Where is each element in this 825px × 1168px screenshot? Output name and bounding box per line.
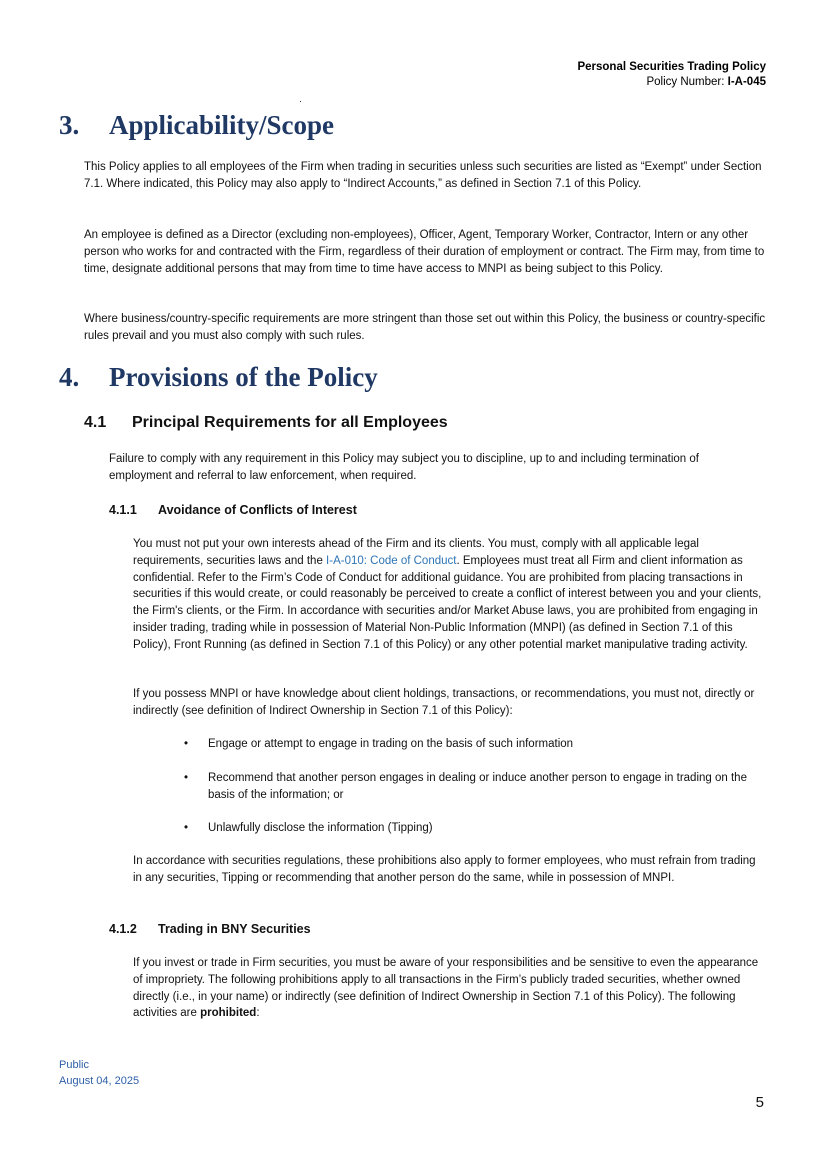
section-3-paragraph-1: This Policy applies to all employees of the Firm when trading in securities unless such securities are listed as “Exempt” under Section 7.1. Where indicated, this Policy may also apply to “Indirect Accounts,” as defined in Section 7.1 of this Policy. [84,161,762,190]
section-4-1-number: 4.1 [84,414,107,431]
section-4-title: Provisions of the Policy [109,362,378,392]
bullet-text: Unlawfully disclose the information (Tipping) [208,822,433,834]
section-4-heading [59,361,378,393]
document-footer [59,1057,139,1089]
bullet-list-item [184,820,763,837]
section-4-1-2-number: 4.1.2 [109,922,137,936]
paragraph-end: : [256,1007,260,1020]
bullet-dot: • [184,738,189,750]
header-title: Personal Securities Trading Policy [577,61,766,73]
stray-mark [300,101,301,102]
section-4-1-title: Principal Requirements for all Employees [132,414,448,431]
header-policy-number [577,75,766,90]
section-4-1-paragraph: Failure to comply with any requirement in this Policy may subject you to discipline, up to and including termination of employment and referral to law enforcement, when required. [109,453,699,482]
section-3-paragraph-3: Where business/country-specific requirements are more stringent than those set out within this Policy, the business or country-specific rules prevail and you must also comply with such rules. [84,313,766,342]
paragraph-text: If you invest or trade in Firm securities, you must be aware of your responsibilities and be sensitive to even the appearance of impropriety. The following prohibitions apply to all transactions in the Firm’s publicly traded securities, whether owned directly (i.e., in your name) or indirectly (see definition of Indirect Ownership in Section 7.1 of this Policy). The following activities are [133,957,759,1020]
section-4-1-1-paragraph-2: If you possess MNPI or have knowledge about client holdings, transactions, or recommendations, you must not, directly or indirectly (see definition of Indirect Ownership in Section 7.1 of this Policy): [133,688,755,717]
classification-label: Public [59,1059,89,1071]
page-number: 5 [755,1094,764,1111]
section-4-1-1-paragraph-1 [133,536,763,654]
paragraph-text: . Employees must treat all Firm and client information as confidential. Refer to the Firm’s Code of Conduct for additional guidance. You are prohibited from placing transactions in securities if this would create, or could reasonably be perceived to create a conflict of interest between you and your clients, the Firm's clients, or the Firm. In accordance with securities and/or Market Abuse laws, you are prohibited from engaging in insider trading, trading while in possession of Material Non-Public Information (MNPI) (as defined in Section 7.1 of this Policy), Front Running (as defined in Section 7.1 of this Policy) or any other potential market manipulative trading activity. [133,554,762,651]
bullet-dot: • [184,822,189,834]
section-4-1-1-title: Avoidance of Conflicts of Interest [158,503,357,517]
section-4-1-1-heading [109,502,357,518]
code-of-conduct-link[interactable]: I-A-010: Code of Conduct [326,554,457,567]
policy-number-value: I-A-045 [727,76,766,88]
section-4-1-heading [84,413,448,433]
section-4-1-2-title: Trading in BNY Securities [158,922,311,936]
section-4-1-1-paragraph-3: In accordance with securities regulations, these prohibitions also apply to former employees, who must refrain from trading in any securities, Tipping or recommending that another person do the same, while in possession of MNPI. [133,855,756,884]
bullet-dot: • [184,772,189,784]
section-4-1-2-paragraph [133,955,763,1022]
paragraph-text: You must not put your own interests ahead of the Firm and its clients. You must, comply with all applicable legal requirements, securities laws and the [133,538,699,567]
bullet-list-item [184,770,763,804]
bullet-text: Recommend that another person engages in dealing or induce another person to engage in trading on the basis of the information; or [208,772,747,801]
section-3-number: 3. [59,110,80,140]
bullet-list-item [184,736,763,753]
section-4-1-2-heading [109,921,311,937]
section-3-title: Applicability/Scope [109,110,335,140]
bullet-text: Engage or attempt to engage in trading on the basis of such information [208,738,574,750]
section-4-number: 4. [59,362,80,392]
section-4-1-1-number: 4.1.1 [109,503,137,517]
policy-number-label: Policy Number: [646,76,725,88]
section-3-heading [59,109,334,141]
prohibited-emphasis: prohibited [200,1007,257,1020]
document-header [577,60,766,90]
footer-date: August 04, 2025 [59,1075,140,1087]
section-3-paragraph-2: An employee is defined as a Director (excluding non-employees), Officer, Agent, Temporary Worker, Contractor, Intern or any other person who works for and contracted with the Firm, regardless of their duration of employment or contract. The Firm may, from time to time, designate additional persons that may from time to time have access to MNPI as being subject to this Policy. [84,229,765,275]
